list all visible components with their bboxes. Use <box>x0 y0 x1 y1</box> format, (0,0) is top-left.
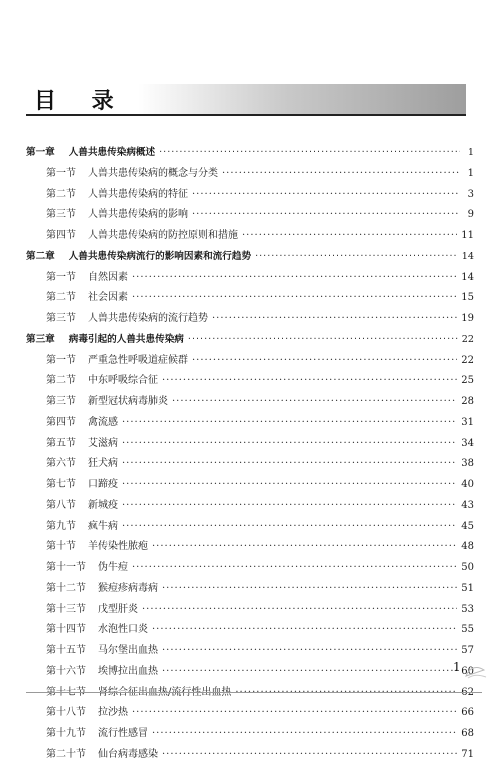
toc-page-number: 38 <box>461 458 474 470</box>
section-number: 第十节 <box>46 541 76 553</box>
section-title: 疯牛病 <box>88 520 118 532</box>
dot-leader <box>132 703 457 724</box>
toc-section-row[interactable] <box>26 475 474 496</box>
section-number: 第一节 <box>46 354 76 366</box>
dot-leader <box>222 164 460 185</box>
chapter-title: 病毒引起的人兽共患传染病 <box>68 333 184 345</box>
dot-leader <box>192 205 460 226</box>
toc-section-row[interactable] <box>26 205 474 226</box>
section-title: 流行性感冒 <box>98 728 148 739</box>
section-number: 第七节 <box>46 479 76 490</box>
chapter-number: 第一章 <box>26 147 55 158</box>
dot-leader <box>242 226 457 247</box>
section-title: 仙台病毒感染 <box>98 748 158 760</box>
dot-leader <box>142 600 457 621</box>
toc-page-number: 43 <box>461 499 474 511</box>
dot-leader <box>162 662 457 683</box>
leaf-icon <box>462 664 488 680</box>
toc-section-row[interactable] <box>26 558 474 579</box>
section-number: 第二节 <box>46 188 76 200</box>
toc-section-row[interactable] <box>26 371 474 392</box>
section-number: 第四节 <box>46 416 76 428</box>
toc-page-number: 1 <box>467 167 474 179</box>
toc-page-number: 19 <box>461 313 474 324</box>
chapter-title: 人兽共患传染病概述 <box>68 147 156 158</box>
section-number: 第二十节 <box>46 748 86 760</box>
section-title: 新城疫 <box>88 499 118 511</box>
toc-page-number: 31 <box>461 416 474 428</box>
toc-page-number: 60 <box>461 665 474 677</box>
footer-divider <box>26 692 482 693</box>
toc-section-row[interactable] <box>26 496 474 517</box>
section-number: 第五节 <box>46 437 76 449</box>
toc-section-row[interactable] <box>26 662 474 683</box>
dot-leader <box>162 371 457 392</box>
toc-chapter-row[interactable] <box>26 143 474 164</box>
toc-page-number: 28 <box>461 396 474 407</box>
dot-leader <box>132 558 457 579</box>
toc-chapter-row[interactable] <box>26 330 474 351</box>
dot-leader <box>162 579 457 600</box>
section-title: 人兽共患传染病的概念与分类 <box>88 167 218 179</box>
toc-page-number: 50 <box>461 562 474 573</box>
toc-section-row[interactable] <box>26 413 474 434</box>
toc-section-row[interactable] <box>26 745 474 766</box>
toc-section-row[interactable] <box>26 724 474 745</box>
toc-section-row[interactable] <box>26 579 474 600</box>
dot-leader <box>159 143 460 164</box>
chapter-title: 人兽共患传染病流行的影响因素和流行趋势 <box>68 250 252 262</box>
section-title: 伪牛痘 <box>98 562 128 573</box>
section-title: 自然因素 <box>88 271 128 283</box>
toc-page-number: 45 <box>461 520 474 532</box>
toc-section-row[interactable] <box>26 392 474 413</box>
toc-page-number: 51 <box>461 582 474 594</box>
section-title: 人兽共患传染病的特征 <box>88 188 188 200</box>
section-number: 第一节 <box>46 167 76 179</box>
section-number: 第三节 <box>46 313 76 324</box>
section-title: 埃博拉出血热 <box>98 665 158 677</box>
toc-page-number: 9 <box>467 209 474 221</box>
section-title: 社会因素 <box>88 292 128 304</box>
section-title: 中东呼吸综合征 <box>88 375 158 387</box>
section-number: 第十九节 <box>46 728 86 739</box>
toc-page-number: 62 <box>461 686 474 698</box>
toc-title-bar <box>26 84 466 116</box>
dot-leader <box>122 413 457 434</box>
toc-page-number: 71 <box>461 748 474 760</box>
section-number: 第三节 <box>46 209 76 221</box>
dot-leader <box>162 745 457 766</box>
toc-page-number: 3 <box>467 188 474 200</box>
section-number: 第十三节 <box>46 603 86 615</box>
toc-page-number: 57 <box>461 645 474 656</box>
section-number: 第三节 <box>46 396 76 407</box>
dot-leader <box>212 309 457 330</box>
section-title: 狂犬病 <box>88 458 118 470</box>
toc-section-row[interactable] <box>26 288 474 309</box>
section-title: 水泡性口炎 <box>98 624 148 636</box>
section-number: 第十二节 <box>46 582 86 594</box>
dot-leader <box>162 641 457 662</box>
toc-page-number: 55 <box>461 624 474 636</box>
page-title: 目 录 <box>34 89 128 114</box>
section-number: 第十一节 <box>46 562 86 573</box>
section-title: 严重急性呼吸道症候群 <box>88 354 188 366</box>
toc-page-number: 22 <box>461 333 474 345</box>
toc-section-row[interactable] <box>26 600 474 621</box>
section-title: 人兽共患传染病的防控原则和措施 <box>88 230 238 241</box>
section-title: 人兽共患传染病的影响 <box>88 209 188 221</box>
section-title: 新型冠状病毒肺炎 <box>88 396 168 407</box>
toc-page-number: 14 <box>461 271 474 283</box>
section-number: 第十四节 <box>46 624 86 636</box>
section-title: 羊传染性脓疱 <box>88 541 148 553</box>
toc-page-number: 40 <box>461 479 474 490</box>
chapter-number: 第二章 <box>26 250 55 262</box>
toc-page-number: 48 <box>461 541 474 553</box>
section-number: 第一节 <box>46 271 76 283</box>
section-title: 禽流感 <box>88 416 118 428</box>
dot-leader <box>122 475 457 496</box>
toc-page-number: 68 <box>461 728 474 739</box>
section-number: 第六节 <box>46 458 76 470</box>
section-number: 第二节 <box>46 375 76 387</box>
dot-leader <box>152 620 457 641</box>
section-title: 猴痘疹病毒病 <box>98 582 158 594</box>
dot-leader <box>132 288 457 309</box>
toc-page-number: 11 <box>461 230 474 241</box>
dot-leader <box>188 330 458 351</box>
dot-leader <box>122 517 457 538</box>
toc-page-number: 53 <box>461 603 474 615</box>
toc-chapter-row[interactable] <box>26 247 474 268</box>
dot-leader <box>122 496 457 517</box>
section-title: 肾综合征出血热/流行性出血热 <box>98 686 232 698</box>
section-number: 第十六节 <box>46 665 86 677</box>
dot-leader <box>152 724 457 745</box>
table-of-contents <box>26 143 474 766</box>
dot-leader <box>192 351 457 372</box>
section-number: 第四节 <box>46 230 76 241</box>
section-number: 第九节 <box>46 520 76 532</box>
toc-section-row[interactable] <box>26 164 474 185</box>
section-number: 第二节 <box>46 292 76 304</box>
toc-page-number: 25 <box>461 375 474 387</box>
toc-section-row[interactable] <box>26 351 474 372</box>
toc-section-row[interactable] <box>26 185 474 206</box>
toc-section-row[interactable] <box>26 226 474 247</box>
toc-section-row[interactable] <box>26 537 474 558</box>
section-title: 拉沙热 <box>98 707 128 719</box>
toc-page-number: 1 <box>467 147 474 158</box>
dot-leader <box>192 185 460 206</box>
dot-leader <box>172 392 457 413</box>
section-title: 口蹄疫 <box>88 479 118 490</box>
toc-page-number: 34 <box>461 437 474 449</box>
dot-leader <box>122 434 457 455</box>
section-number: 第八节 <box>46 499 76 511</box>
page-number: 1 <box>453 660 461 674</box>
section-title: 马尔堡出血热 <box>98 645 158 656</box>
toc-section-row[interactable] <box>26 309 474 330</box>
section-number: 第十五节 <box>46 645 86 656</box>
toc-section-row[interactable] <box>26 641 474 662</box>
toc-section-row[interactable] <box>26 517 474 538</box>
section-number: 第十八节 <box>46 707 86 719</box>
toc-page-number: 14 <box>461 250 474 262</box>
section-title: 戊型肝炎 <box>98 603 138 615</box>
toc-section-row[interactable] <box>26 703 474 724</box>
chapter-number: 第三章 <box>26 333 55 345</box>
toc-section-row[interactable] <box>26 620 474 641</box>
toc-section-row[interactable] <box>26 268 474 289</box>
toc-page-number: 15 <box>461 292 474 304</box>
section-title: 艾滋病 <box>88 437 118 449</box>
dot-leader <box>122 454 457 475</box>
section-number: 第十七节 <box>46 686 86 698</box>
title-gradient-band <box>138 84 466 114</box>
dot-leader <box>152 537 457 558</box>
toc-page-number: 66 <box>461 707 474 719</box>
section-title: 人兽共患传染病的流行趋势 <box>88 313 208 324</box>
toc-section-row[interactable] <box>26 434 474 455</box>
dot-leader <box>132 268 457 289</box>
dot-leader <box>255 247 458 268</box>
toc-section-row[interactable] <box>26 454 474 475</box>
toc-page-number: 22 <box>461 354 474 366</box>
